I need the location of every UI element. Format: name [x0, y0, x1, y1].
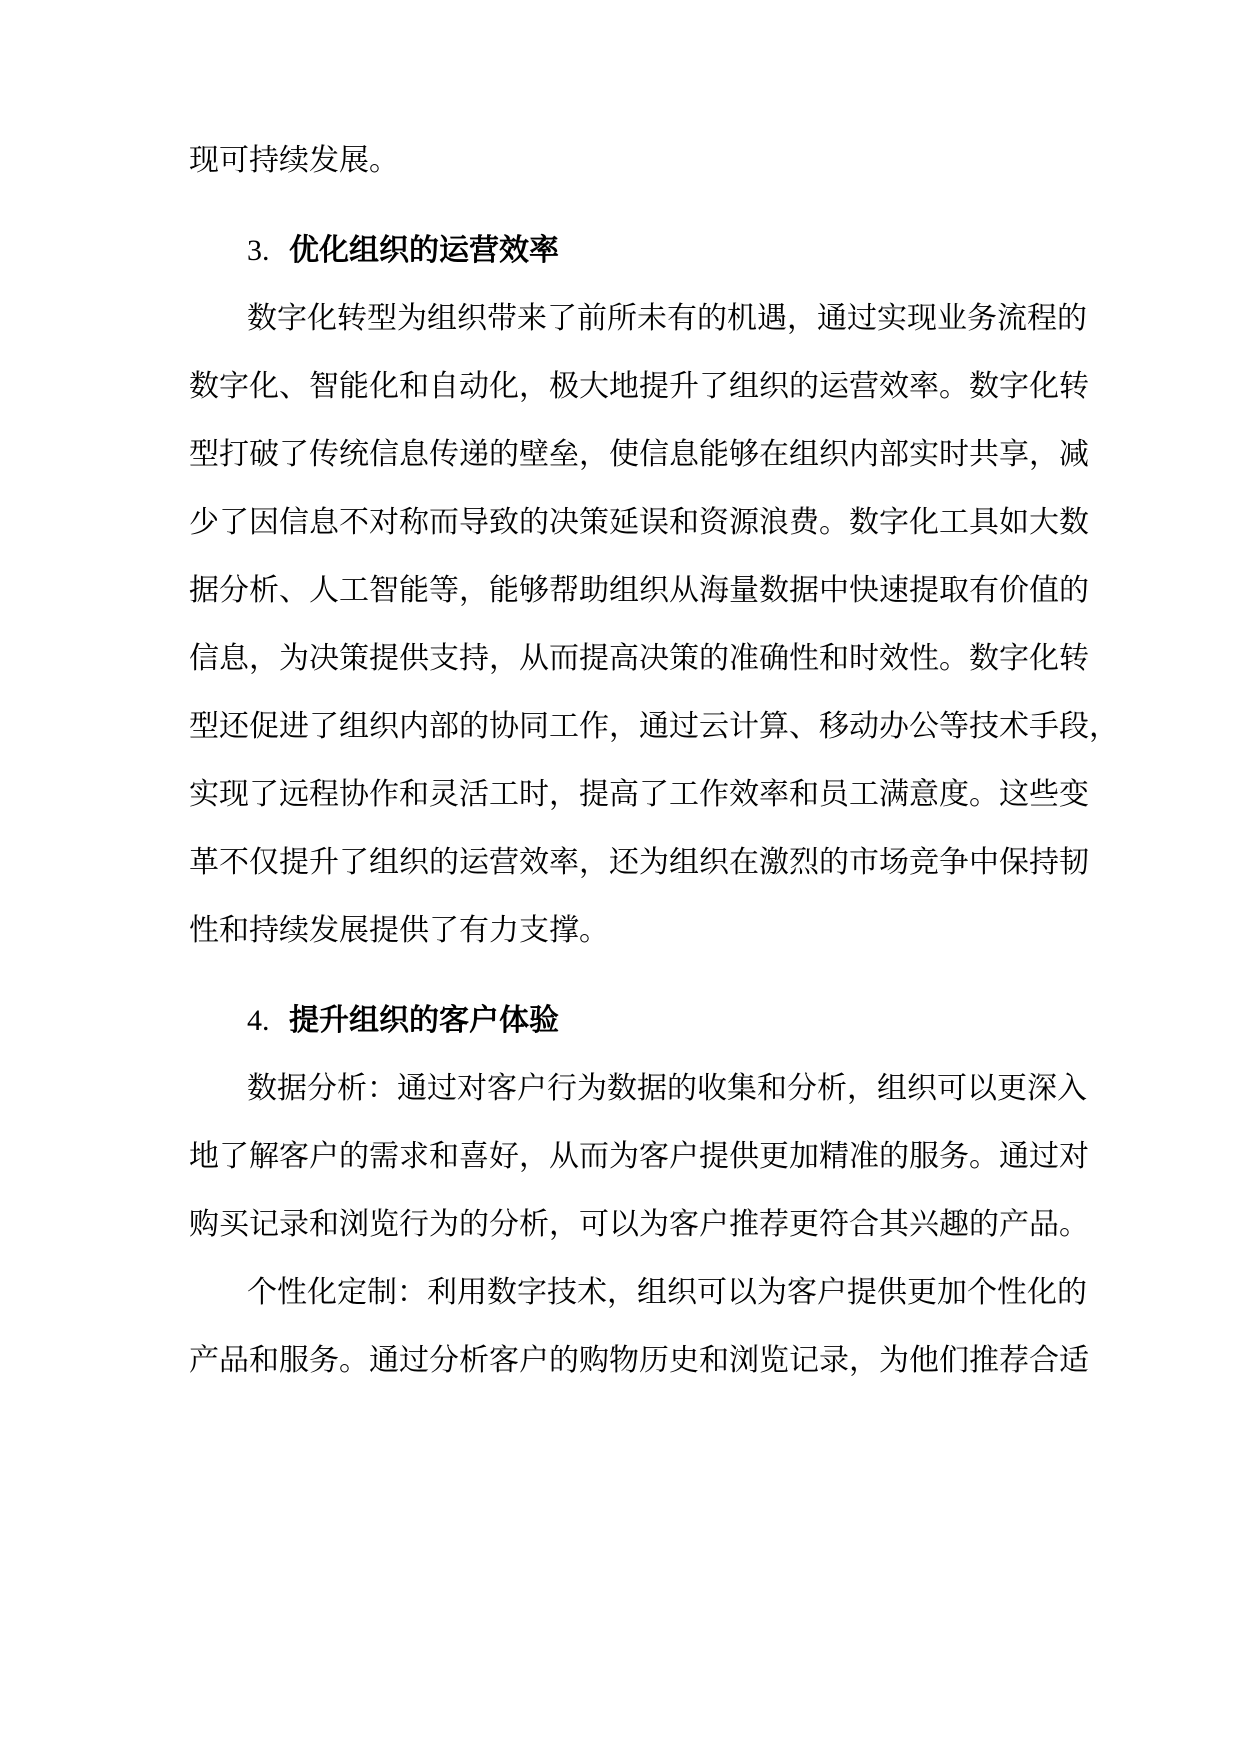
- continuation-line: 现可持续发展。: [189, 143, 399, 178]
- section-3-number: 3.: [247, 234, 270, 267]
- section-3-title: 优化组织的运营效率: [289, 233, 559, 268]
- section-4-number: 4.: [247, 1004, 270, 1037]
- section-3-line-10: 性和持续发展提供了有力支撑。: [189, 913, 609, 948]
- section-4-p2-line-2: 产品和服务。通过分析客户的购物历史和浏览记录，为他们推荐合适: [189, 1343, 1089, 1378]
- section-3-line-6: 信息，为决策提供支持，从而提高决策的准确性和时效性。数字化转: [189, 641, 1089, 676]
- section-3-heading: [247, 231, 559, 271]
- section-4-p2-line-1: 个性化定制：利用数字技术，组织可以为客户提供更加个性化的: [247, 1275, 1087, 1310]
- section-3-line-3: 型打破了传统信息传递的壁垒，使信息能够在组织内部实时共享，减: [189, 437, 1089, 472]
- section-4-p1-line-1: 数据分析：通过对客户行为数据的收集和分析，组织可以更深入: [247, 1071, 1087, 1106]
- section-4-title: 提升组织的客户体验: [289, 1003, 559, 1038]
- section-3-line-5: 据分析、人工智能等，能够帮助组织从海量数据中快速提取有价值的: [189, 573, 1089, 608]
- section-4-heading: [247, 1001, 559, 1041]
- section-4-p1-line-2: 地了解客户的需求和喜好，从而为客户提供更加精准的服务。通过对: [189, 1139, 1089, 1174]
- section-3-line-7: 型还促进了组织内部的协同工作，通过云计算、移动办公等技术手段，: [189, 709, 1119, 744]
- section-3-line-4: 少了因信息不对称而导致的决策延误和资源浪费。数字化工具如大数: [189, 505, 1089, 540]
- section-3-line-9: 革不仅提升了组织的运营效率，还为组织在激烈的市场竞争中保持韧: [189, 845, 1089, 880]
- section-4-p1-line-3: 购买记录和浏览行为的分析，可以为客户推荐更符合其兴趣的产品。: [189, 1207, 1089, 1242]
- section-3-line-2: 数字化、智能化和自动化，极大地提升了组织的运营效率。数字化转: [189, 369, 1089, 404]
- section-3-line-8: 实现了远程协作和灵活工时，提高了工作效率和员工满意度。这些变: [189, 777, 1089, 812]
- section-3-line-1: 数字化转型为组织带来了前所未有的机遇，通过实现业务流程的: [247, 301, 1087, 336]
